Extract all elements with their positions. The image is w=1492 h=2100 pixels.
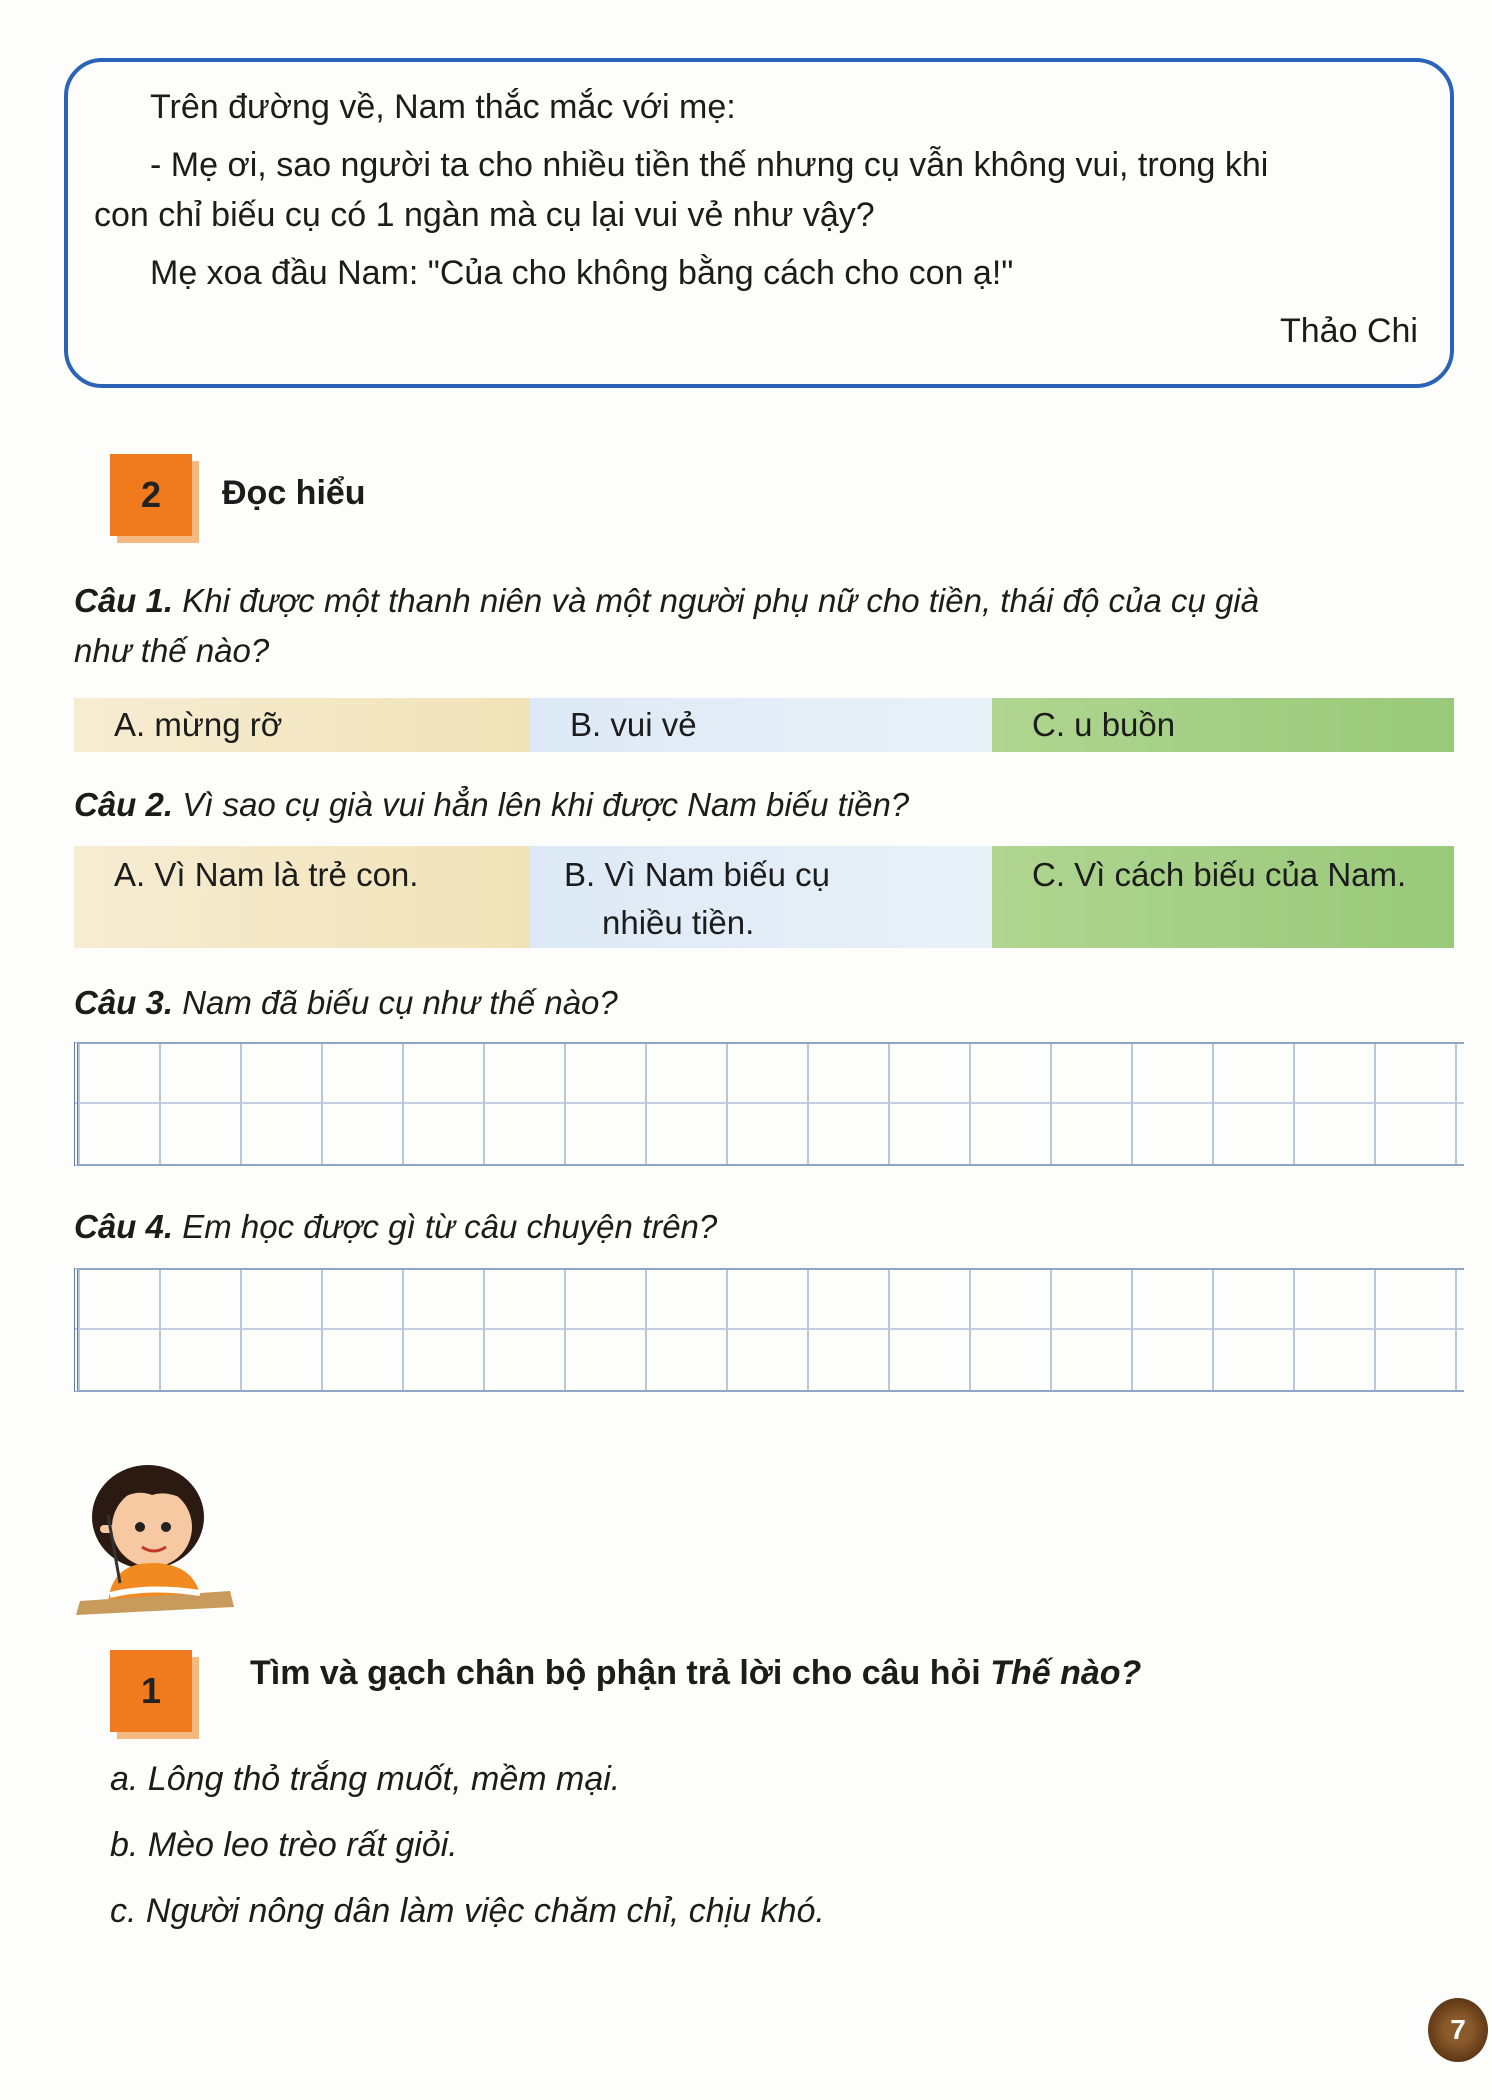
q2-option-c[interactable] [992,846,1454,948]
section-1-title [250,1654,1141,1693]
question-3-label: Câu 3. [74,984,174,1021]
q1-option-a-label: A. mừng rỡ [114,706,283,743]
section-1-title-text: Tìm và gạch chân bộ phận trả lời cho câu hỏi [250,1654,991,1692]
question-4 [74,1208,717,1246]
exercise-item-a: a. Lông thỏ trắng muốt, mềm mại. [110,1760,621,1798]
question-4-text: Em học được gì từ câu chuyện trên? [173,1208,718,1245]
answer-grid-q4[interactable] [74,1268,1464,1392]
question-1 [74,582,1259,620]
q2-option-b[interactable] [530,846,992,948]
q1-option-c-label: C. u buồn [1032,706,1176,743]
q2-option-a[interactable] [74,846,530,948]
question-3 [74,984,618,1022]
question-1-text-2: như thế nào? [74,632,270,669]
story-line-1: Trên đường về, Nam thắc mắc với mẹ: [150,88,736,126]
answer-grid-q3[interactable] [74,1042,1464,1166]
q1-option-a[interactable] [74,698,530,752]
section-2-badge: 2 [110,454,192,536]
q1-option-c[interactable] [992,698,1454,752]
q2-option-a-label: A. Vì Nam là trẻ con. [114,856,419,893]
question-1-text: Khi được một thanh niên và một người phụ nữ cho tiền, thái độ của cụ già [173,582,1259,619]
story-line-3: con chỉ biếu cụ có 1 ngàn mà cụ lại vui vẻ như vậy? [94,196,875,234]
section-1-title-emphasis: Thế nào? [990,1654,1142,1692]
q1-option-b-label: B. vui vẻ [570,706,697,743]
question-2-text: Vì sao cụ già vui hẳn lên khi được Nam biếu tiền? [173,786,910,823]
question-1-options [74,698,1454,752]
story-line-2: - Mẹ ơi, sao người ta cho nhiều tiền thế nhưng cụ vẫn không vui, trong khi [150,146,1269,184]
q2-option-b-label-2: nhiều tiền. [602,904,755,941]
question-4-label: Câu 4. [74,1208,174,1245]
page-number: 7 [1428,1998,1488,2062]
question-2 [74,786,909,824]
q2-option-c-label: C. Vì cách biếu của Nam. [1032,856,1407,893]
question-3-text: Nam đã biếu cụ như thế nào? [173,984,618,1021]
girl-writing-illustration [70,1455,240,1615]
story-line-4: Mẹ xoa đầu Nam: "Của cho không bằng cách cho con ạ!" [150,254,1014,292]
q2-option-b-label: B. Vì Nam biếu cụ [564,856,830,893]
exercise-item-b: b. Mèo leo trèo rất giỏi. [110,1826,458,1864]
q1-option-b[interactable] [530,698,992,752]
story-author: Thảo Chi [1280,312,1418,350]
question-2-options [74,846,1454,948]
question-2-label: Câu 2. [74,786,174,823]
section-2-title: Đọc hiểu [222,474,366,512]
exercise-item-c: c. Người nông dân làm việc chăm chỉ, chịu khó. [110,1892,825,1930]
section-1-badge: 1 [110,1650,192,1732]
question-1-label: Câu 1. [74,582,174,619]
